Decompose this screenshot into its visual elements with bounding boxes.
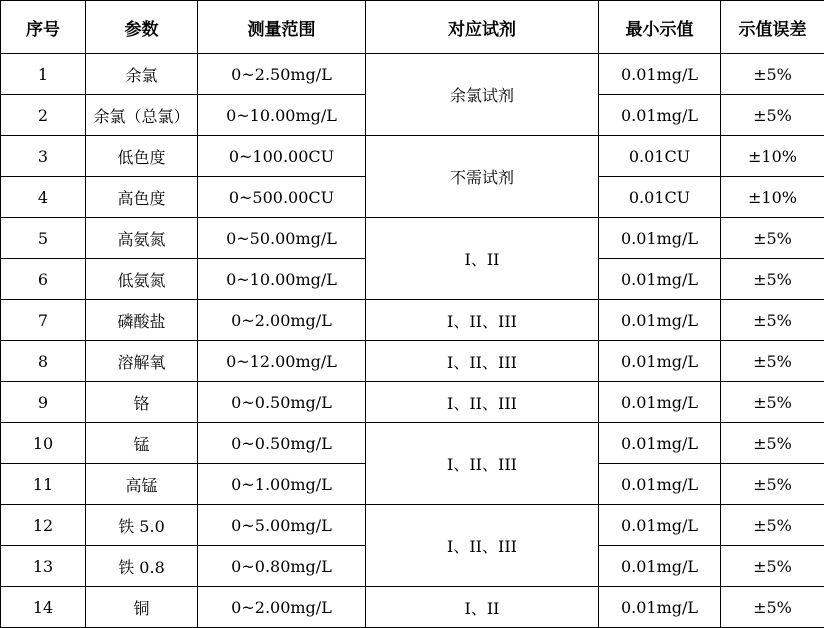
cell-range: 0~10.00mg/L <box>198 95 366 136</box>
cell-no: 8 <box>1 341 86 382</box>
table-row <box>1 382 824 423</box>
cell-range: 0~0.80mg/L <box>198 546 366 587</box>
cell-range: 0~10.00mg/L <box>198 259 366 300</box>
cell-no: 4 <box>1 177 86 218</box>
header-row <box>1 1 824 54</box>
cell-min-reading: 0.01mg/L <box>599 505 721 546</box>
cell-reagent: I、II、III <box>366 505 599 587</box>
cell-error: ±5% <box>721 95 824 136</box>
cell-error: ±5% <box>721 423 824 464</box>
cell-no: 11 <box>1 464 86 505</box>
header-no: 序号 <box>1 1 86 54</box>
table-row <box>1 54 824 95</box>
table-header <box>1 1 824 54</box>
cell-min-reading: 0.01mg/L <box>599 587 721 628</box>
header-param: 参数 <box>86 1 198 54</box>
cell-min-reading: 0.01mg/L <box>599 464 721 505</box>
cell-reagent: I、II、III <box>366 341 599 382</box>
cell-param: 溶解氧 <box>86 341 198 382</box>
cell-param: 磷酸盐 <box>86 300 198 341</box>
cell-reagent: I、II <box>366 587 599 628</box>
cell-min-reading: 0.01mg/L <box>599 54 721 95</box>
cell-param: 高色度 <box>86 177 198 218</box>
cell-reagent: 不需试剂 <box>366 136 599 218</box>
cell-param: 余氯（总氯） <box>86 95 198 136</box>
cell-param: 余氯 <box>86 54 198 95</box>
cell-min-reading: 0.01mg/L <box>599 95 721 136</box>
table-row <box>1 505 824 546</box>
cell-min-reading: 0.01mg/L <box>599 218 721 259</box>
cell-error: ±5% <box>721 341 824 382</box>
cell-no: 14 <box>1 587 86 628</box>
cell-error: ±5% <box>721 382 824 423</box>
cell-range: 0~5.00mg/L <box>198 505 366 546</box>
cell-no: 9 <box>1 382 86 423</box>
cell-error: ±5% <box>721 54 824 95</box>
cell-error: ±5% <box>721 505 824 546</box>
cell-error: ±5% <box>721 300 824 341</box>
cell-reagent: 余氯试剂 <box>366 54 599 136</box>
cell-no: 7 <box>1 300 86 341</box>
cell-reagent: I、II <box>366 218 599 300</box>
table-row <box>1 587 824 628</box>
table-row <box>1 341 824 382</box>
cell-min-reading: 0.01mg/L <box>599 300 721 341</box>
cell-no: 2 <box>1 95 86 136</box>
cell-no: 3 <box>1 136 86 177</box>
cell-range: 0~2.00mg/L <box>198 300 366 341</box>
cell-error: ±10% <box>721 136 824 177</box>
cell-range: 0~100.00CU <box>198 136 366 177</box>
table-body <box>1 54 824 628</box>
header-error: 示值误差 <box>721 1 824 54</box>
cell-range: 0~500.00CU <box>198 177 366 218</box>
cell-reagent: I、II、III <box>366 300 599 341</box>
cell-min-reading: 0.01mg/L <box>599 341 721 382</box>
cell-no: 13 <box>1 546 86 587</box>
header-range: 测量范围 <box>198 1 366 54</box>
cell-param: 低氨氮 <box>86 259 198 300</box>
cell-param: 铁 0.8 <box>86 546 198 587</box>
cell-error: ±5% <box>721 218 824 259</box>
cell-no: 10 <box>1 423 86 464</box>
cell-reagent: I、II、III <box>366 423 599 505</box>
header-reagent: 对应试剂 <box>366 1 599 54</box>
cell-error: ±5% <box>721 587 824 628</box>
cell-param: 铁 5.0 <box>86 505 198 546</box>
cell-param: 高锰 <box>86 464 198 505</box>
cell-range: 0~12.00mg/L <box>198 341 366 382</box>
cell-range: 0~1.00mg/L <box>198 464 366 505</box>
cell-min-reading: 0.01mg/L <box>599 423 721 464</box>
cell-min-reading: 0.01CU <box>599 136 721 177</box>
cell-param: 铜 <box>86 587 198 628</box>
cell-range: 0~0.50mg/L <box>198 423 366 464</box>
table-row <box>1 300 824 341</box>
cell-param: 锰 <box>86 423 198 464</box>
cell-range: 0~50.00mg/L <box>198 218 366 259</box>
cell-param: 低色度 <box>86 136 198 177</box>
cell-param: 高氨氮 <box>86 218 198 259</box>
cell-no: 1 <box>1 54 86 95</box>
table-row <box>1 218 824 259</box>
cell-range: 0~2.50mg/L <box>198 54 366 95</box>
cell-min-reading: 0.01mg/L <box>599 382 721 423</box>
table-row <box>1 136 824 177</box>
cell-error: ±5% <box>721 259 824 300</box>
cell-no: 6 <box>1 259 86 300</box>
cell-min-reading: 0.01CU <box>599 177 721 218</box>
table-row <box>1 423 824 464</box>
cell-no: 12 <box>1 505 86 546</box>
cell-range: 0~0.50mg/L <box>198 382 366 423</box>
cell-reagent: I、II、III <box>366 382 599 423</box>
cell-error: ±10% <box>721 177 824 218</box>
cell-min-reading: 0.01mg/L <box>599 546 721 587</box>
cell-range: 0~2.00mg/L <box>198 587 366 628</box>
cell-param: 铬 <box>86 382 198 423</box>
cell-no: 5 <box>1 218 86 259</box>
cell-error: ±5% <box>721 546 824 587</box>
cell-error: ±5% <box>721 464 824 505</box>
cell-min-reading: 0.01mg/L <box>599 259 721 300</box>
header-min-reading: 最小示值 <box>599 1 721 54</box>
